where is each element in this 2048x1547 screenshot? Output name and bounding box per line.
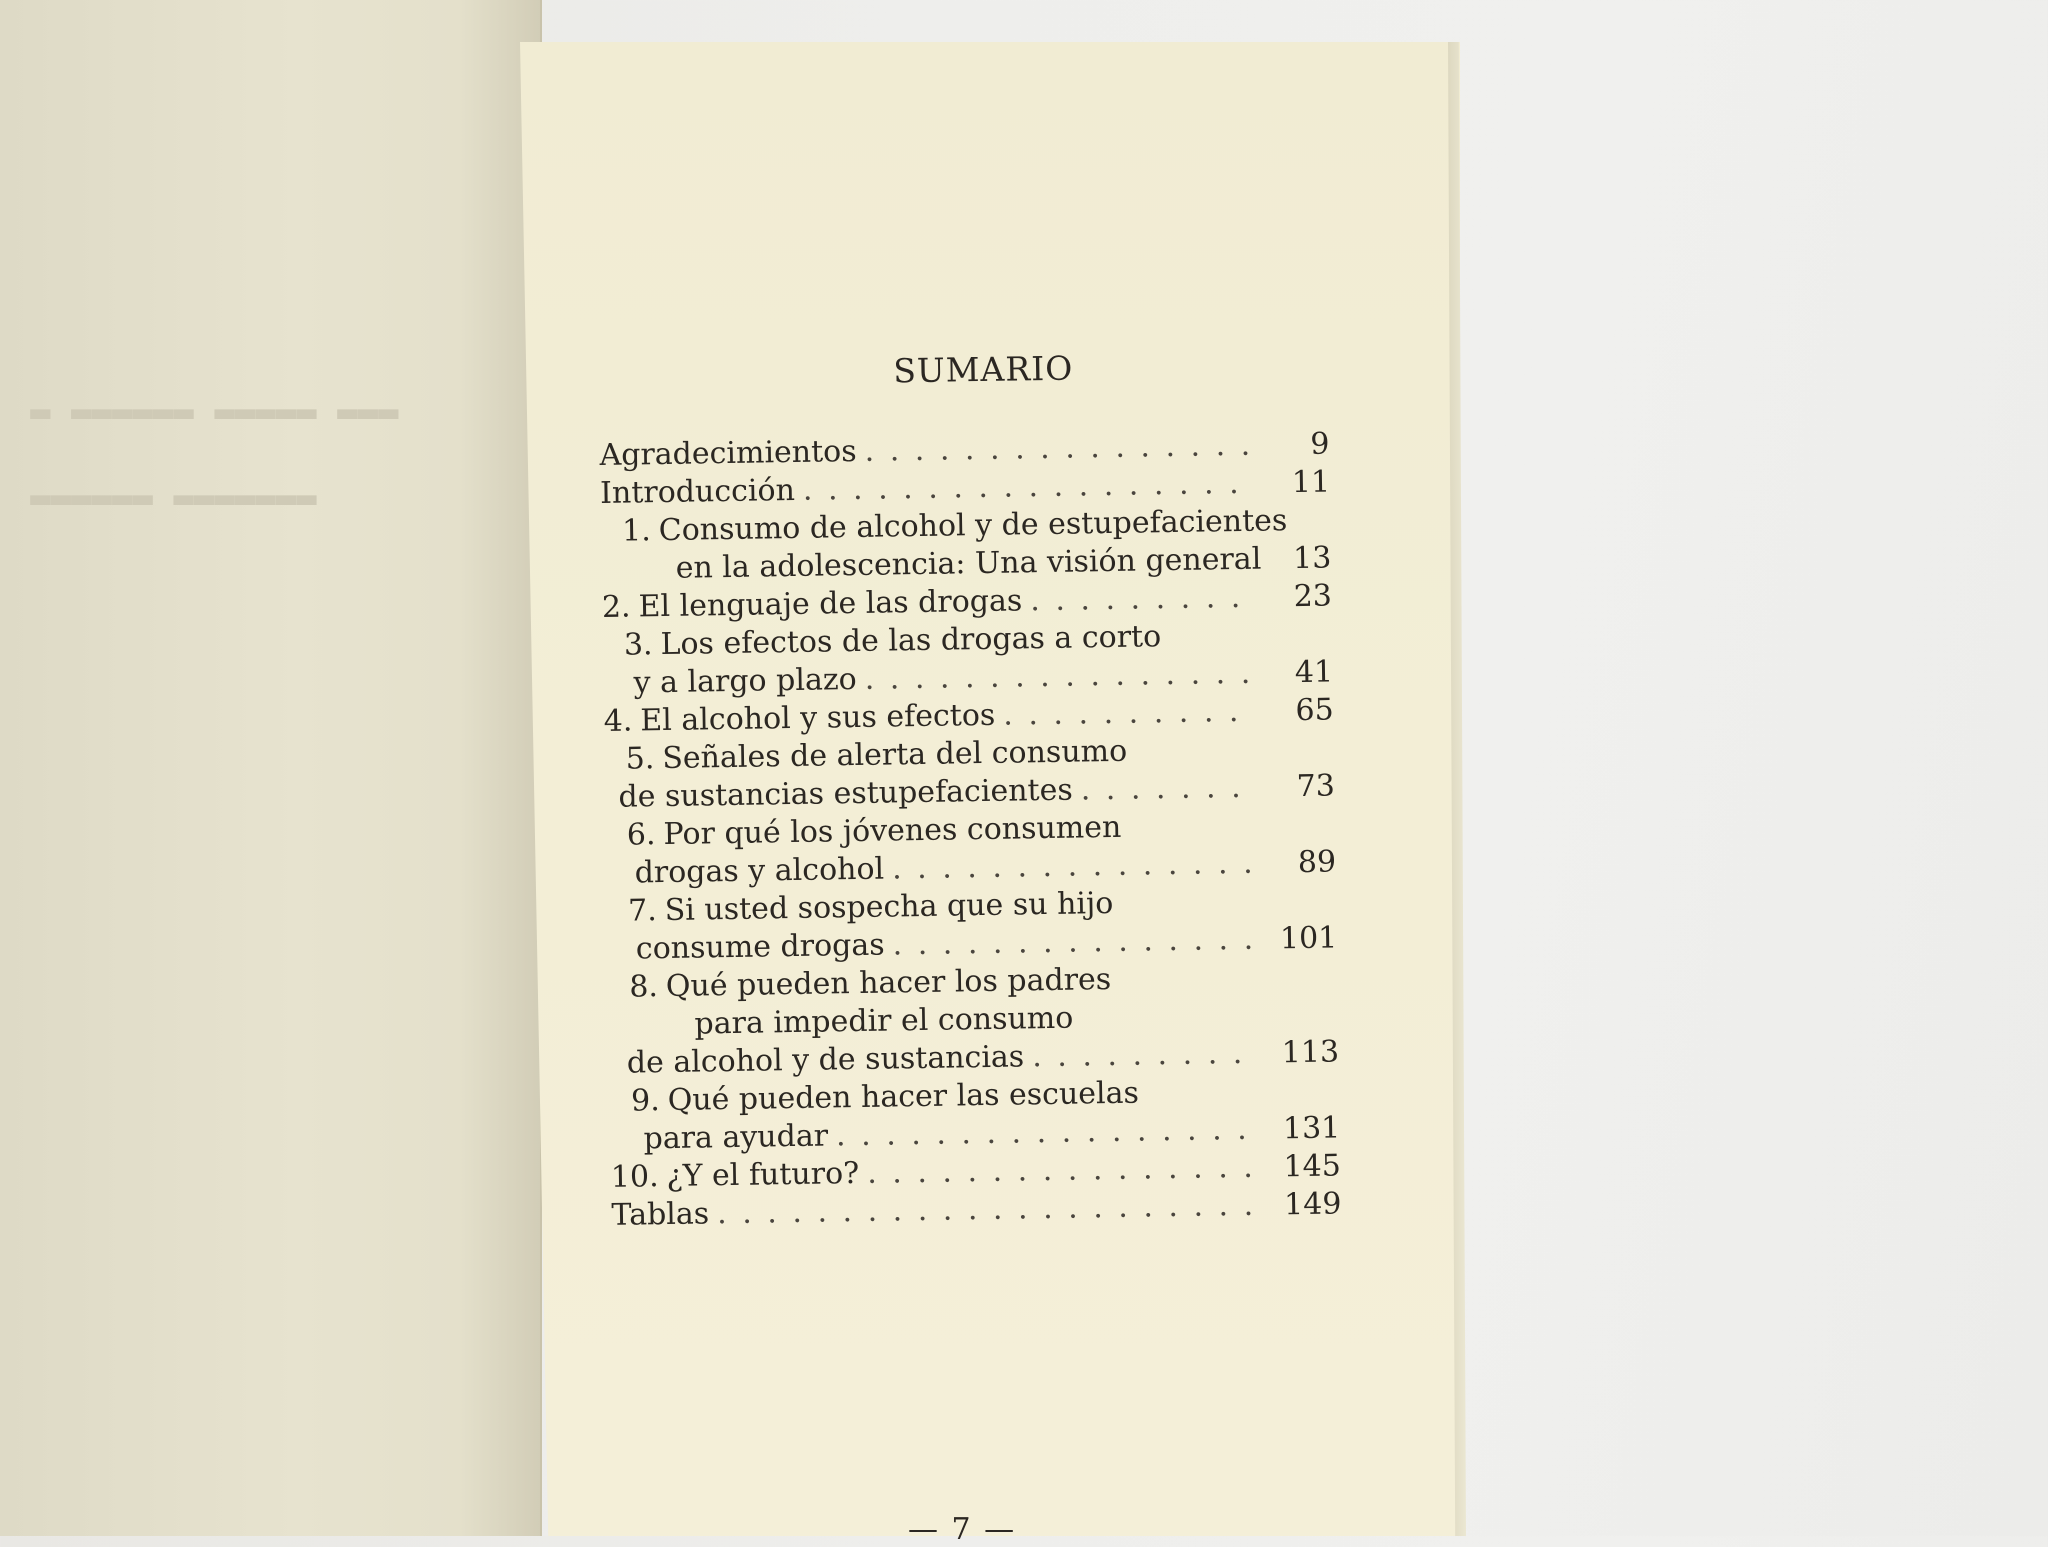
- toc-entry-text: Señales de alerta del consumo: [662, 733, 1128, 777]
- toc-entry-number: 4.: [603, 703, 633, 739]
- toc-entry-text: para impedir el consumo: [694, 1000, 1074, 1042]
- toc-entry-text: drogas y alcohol: [634, 851, 885, 891]
- toc-leader-dots: [1030, 579, 1250, 620]
- bleed-through-text: ▬▬▬▬▬▬▬ ▬▬▬▬▬▬: [30, 478, 317, 518]
- toc-entry-number: 3.: [623, 627, 653, 663]
- toc-entry-page: 131: [1282, 1110, 1341, 1147]
- toc-entry-page: 9: [1310, 426, 1330, 462]
- toc-entry-page: 149: [1283, 1186, 1342, 1223]
- toc-entry-page: 65: [1295, 692, 1334, 729]
- toc-entry-page: 13: [1292, 540, 1332, 577]
- toc-entry-page: 145: [1283, 1148, 1342, 1185]
- toc-entry-number: 6.: [626, 817, 656, 853]
- toc-entry-page: 41: [1294, 654, 1334, 691]
- toc-leader-dots: [892, 921, 1255, 965]
- toc-title: SUMARIO: [892, 348, 1074, 391]
- toc-leader-dots: [1032, 1035, 1257, 1077]
- toc-entry-number: 9.: [630, 1083, 660, 1119]
- toc-entry-text: Los efectos de las drogas a corto: [660, 619, 1162, 663]
- toc-entry-page: 113: [1281, 1034, 1340, 1071]
- toc-leader-dots: [867, 1149, 1259, 1193]
- toc-entry-text: en la adolescencia: Una visión general: [675, 541, 1262, 586]
- toc-entry-text: El lenguaje de las drogas: [638, 583, 1023, 625]
- toc-entry-text: y a largo plazo: [633, 661, 857, 701]
- toc-entry-text: Consumo de alcohol y de estupefacientes: [658, 503, 1288, 549]
- toc-entry-number: 1.: [621, 513, 652, 549]
- toc-entry-text: consume drogas: [635, 927, 885, 967]
- bleed-through-text: ▬▬▬ ▬▬▬▬▬ ▬▬▬▬▬▬ ▬: [30, 392, 399, 432]
- toc-leader-dots: [864, 655, 1251, 699]
- toc-entry-number: 5.: [625, 741, 655, 777]
- toc-entry-number: 10.: [610, 1159, 659, 1195]
- toc-entry-text: Qué pueden hacer las escuelas: [667, 1075, 1140, 1118]
- toc-entry-text: Qué pueden hacer los padres: [665, 962, 1112, 1005]
- toc-list: [599, 426, 1341, 1235]
- toc-entry-page: 73: [1296, 768, 1336, 805]
- table-of-contents: [598, 345, 1342, 1235]
- toc-entry-text: Por qué los jóvenes consumen: [663, 809, 1122, 853]
- toc-entry-page: 89: [1297, 844, 1337, 881]
- toc-leader-dots: [1003, 693, 1252, 735]
- toc-entry-text: El alcohol y sus efectos: [640, 697, 996, 739]
- toc-entry-text: Tablas: [611, 1196, 710, 1233]
- toc-entry-text: de sustancias estupefacientes: [618, 772, 1073, 815]
- toc-entry-text: Si usted sospecha que su hijo: [664, 885, 1114, 929]
- toc-leader-dots: [864, 427, 1247, 471]
- left-page: [0, 0, 542, 1536]
- toc-leader-dots: [1080, 769, 1253, 810]
- toc-entry-text: Agradecimientos: [599, 433, 857, 473]
- page-number: — 7 —: [908, 1512, 1017, 1547]
- toc-entry-text: para ayudar: [643, 1118, 829, 1157]
- toc-leader-dots: [892, 845, 1255, 889]
- toc-entry-page: 101: [1279, 920, 1338, 957]
- toc-entry-text: de alcohol y de sustancias: [626, 1039, 1025, 1081]
- toc-leader-dots: [836, 1111, 1259, 1156]
- toc-entry-page: 11: [1291, 464, 1331, 501]
- toc-entry-number: 2.: [601, 589, 631, 625]
- toc-entry-number: 8.: [629, 969, 659, 1005]
- toc-entry-text: ¿Y el futuro?: [666, 1156, 860, 1195]
- toc-entry-number: 7.: [627, 893, 657, 929]
- toc-entry-text: Introducción: [599, 472, 796, 511]
- toc-entry-page: 23: [1293, 578, 1333, 615]
